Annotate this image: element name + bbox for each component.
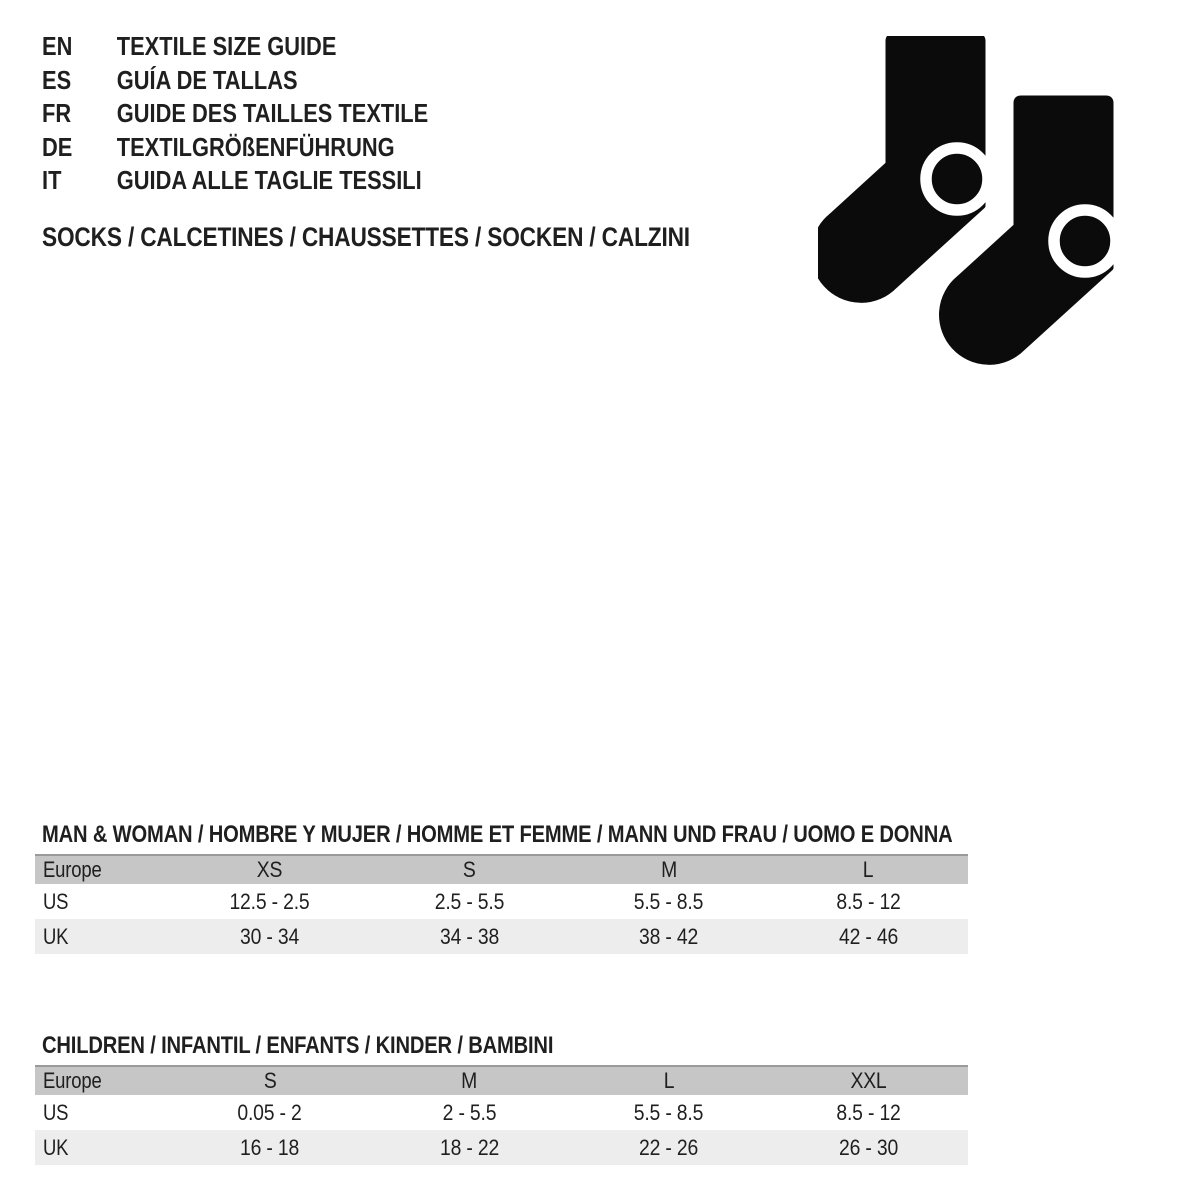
table-header-row: [35, 854, 968, 884]
value-cell: 18 - 22: [439, 1134, 499, 1160]
language-row-es: [42, 64, 428, 98]
language-label: TEXTILGRÖßENFÜHRUNG: [116, 131, 395, 162]
category-heading: SOCKS / CALCETINES / CHAUSSETTES / SOCKEN / CALZINI: [42, 222, 690, 252]
header-cell-region: Europe: [43, 1068, 102, 1093]
header-cell-size: M: [461, 1068, 478, 1093]
row-label-cell: US: [43, 888, 69, 914]
value-cell: 30 - 34: [240, 923, 300, 949]
table-title: MAN & WOMAN / HOMBRE Y MUJER / HOMME ET FEMME / MANN UND FRAU / UOMO E DONNA: [42, 821, 953, 848]
table-title: CHILDREN / INFANTIL / ENFANTS / KINDER / BAMBINI: [42, 1032, 554, 1059]
table-row-uk: [35, 919, 968, 954]
header-cell-size: XXL: [850, 1068, 887, 1093]
language-label: TEXTILE SIZE GUIDE: [116, 31, 337, 61]
language-code: ES: [42, 64, 72, 95]
value-cell: 38 - 42: [639, 923, 699, 949]
language-title-list: [42, 30, 502, 198]
value-cell: 22 - 26: [639, 1134, 699, 1160]
header-cell-region: Europe: [43, 857, 102, 882]
header-cell-size: M: [660, 857, 677, 882]
value-cell: 12.5 - 2.5: [229, 888, 310, 914]
value-cell: 26 - 30: [838, 1134, 898, 1160]
language-row-fr: [42, 97, 428, 131]
table-header-row: [35, 1065, 968, 1095]
header-cell-size: L: [862, 857, 874, 882]
value-cell: 8.5 - 12: [836, 1099, 901, 1125]
value-cell: 2 - 5.5: [442, 1099, 497, 1125]
header-cell-size: XS: [257, 857, 283, 882]
row-label-cell: US: [43, 1099, 69, 1125]
table-children: [35, 1033, 968, 1165]
header-cell-size: S: [462, 857, 476, 882]
size-table-grid: [35, 854, 968, 954]
header-cell-size: S: [263, 1068, 277, 1093]
value-cell: 34 - 38: [439, 923, 499, 949]
language-code: IT: [42, 165, 62, 196]
size-table-grid: [35, 1065, 968, 1165]
language-code: EN: [42, 31, 73, 61]
table-row-us: [35, 1095, 968, 1130]
language-code: DE: [42, 131, 73, 162]
language-row-de: [42, 131, 428, 165]
header-cell-size: L: [663, 1068, 675, 1093]
language-label: GUÍA DE TALLAS: [116, 64, 298, 95]
value-cell: 0.05 - 2: [237, 1099, 302, 1125]
value-cell: 2.5 - 5.5: [434, 888, 504, 914]
value-cell: 16 - 18: [240, 1134, 300, 1160]
language-row-it: [42, 164, 428, 198]
language-label: GUIDA ALLE TAGLIE TESSILI: [116, 165, 422, 196]
row-label-cell: UK: [43, 923, 69, 949]
socks-icon: [818, 36, 1118, 368]
language-label: GUIDE DES TAILLES TEXTILE: [116, 98, 429, 129]
language-row-en: [42, 30, 428, 64]
value-cell: 5.5 - 8.5: [634, 888, 704, 914]
language-code: FR: [42, 98, 72, 129]
row-label-cell: UK: [43, 1134, 69, 1160]
value-cell: 8.5 - 12: [836, 888, 901, 914]
value-cell: 42 - 46: [838, 923, 898, 949]
table-row-uk: [35, 1130, 968, 1165]
table-man-woman: [35, 822, 968, 954]
table-row-us: [35, 884, 968, 919]
value-cell: 5.5 - 8.5: [634, 1099, 704, 1125]
